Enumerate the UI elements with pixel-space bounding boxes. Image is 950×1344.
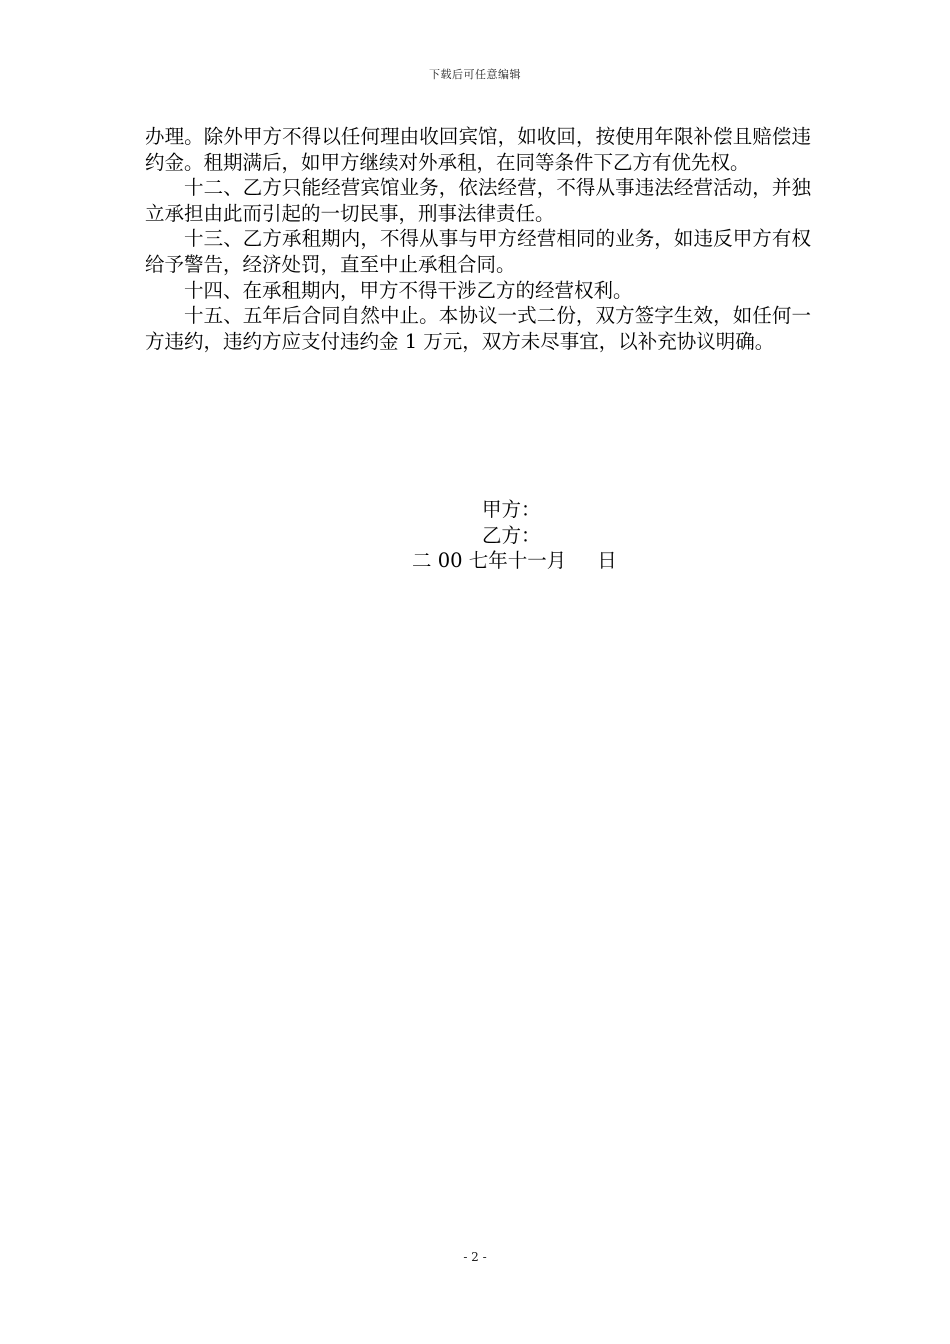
page-number: - 2 - [463, 1250, 487, 1264]
signature-block [0, 497, 950, 574]
clause-14: 十四、在承租期内，甲方不得干涉乙方的经营权利。 [184, 278, 633, 302]
party-a-line [0, 497, 950, 523]
signing-date: 二 00 七年十一月 日 [412, 549, 617, 573]
clause-13: 十三、乙方承租期内，不得从事与甲方经营相同的业务，如违反甲方有权给予警告，经济处罚，直至中止承租合同。 [145, 227, 811, 276]
page-header-note: 下载后可任意编辑 [429, 68, 521, 81]
party-b-label: 乙方： [482, 523, 541, 547]
clause-12: 十二、乙方只能经营宾馆业务，依法经营，不得从事违法经营活动，并独立承担由此而引起的一切民事，刑事法律责任。 [145, 176, 811, 225]
party-a-label: 甲方： [482, 498, 541, 521]
date-line [0, 548, 950, 574]
clause-continuation: 办理。除外甲方不得以任何理由收回宾馆，如收回，按使用年限补偿且赔偿违约金。租期满后，如甲方继续对外承租，在同等条件下乙方有优先权。 [145, 125, 811, 174]
clause-15: 十五、五年后合同自然中止。本协议一式二份，双方签字生效，如任何一方违约，违约方应支付违约金 1 万元，双方未尽事宜，以补充协议明确。 [145, 304, 811, 353]
party-b-line [0, 523, 950, 549]
contract-body [145, 124, 811, 354]
